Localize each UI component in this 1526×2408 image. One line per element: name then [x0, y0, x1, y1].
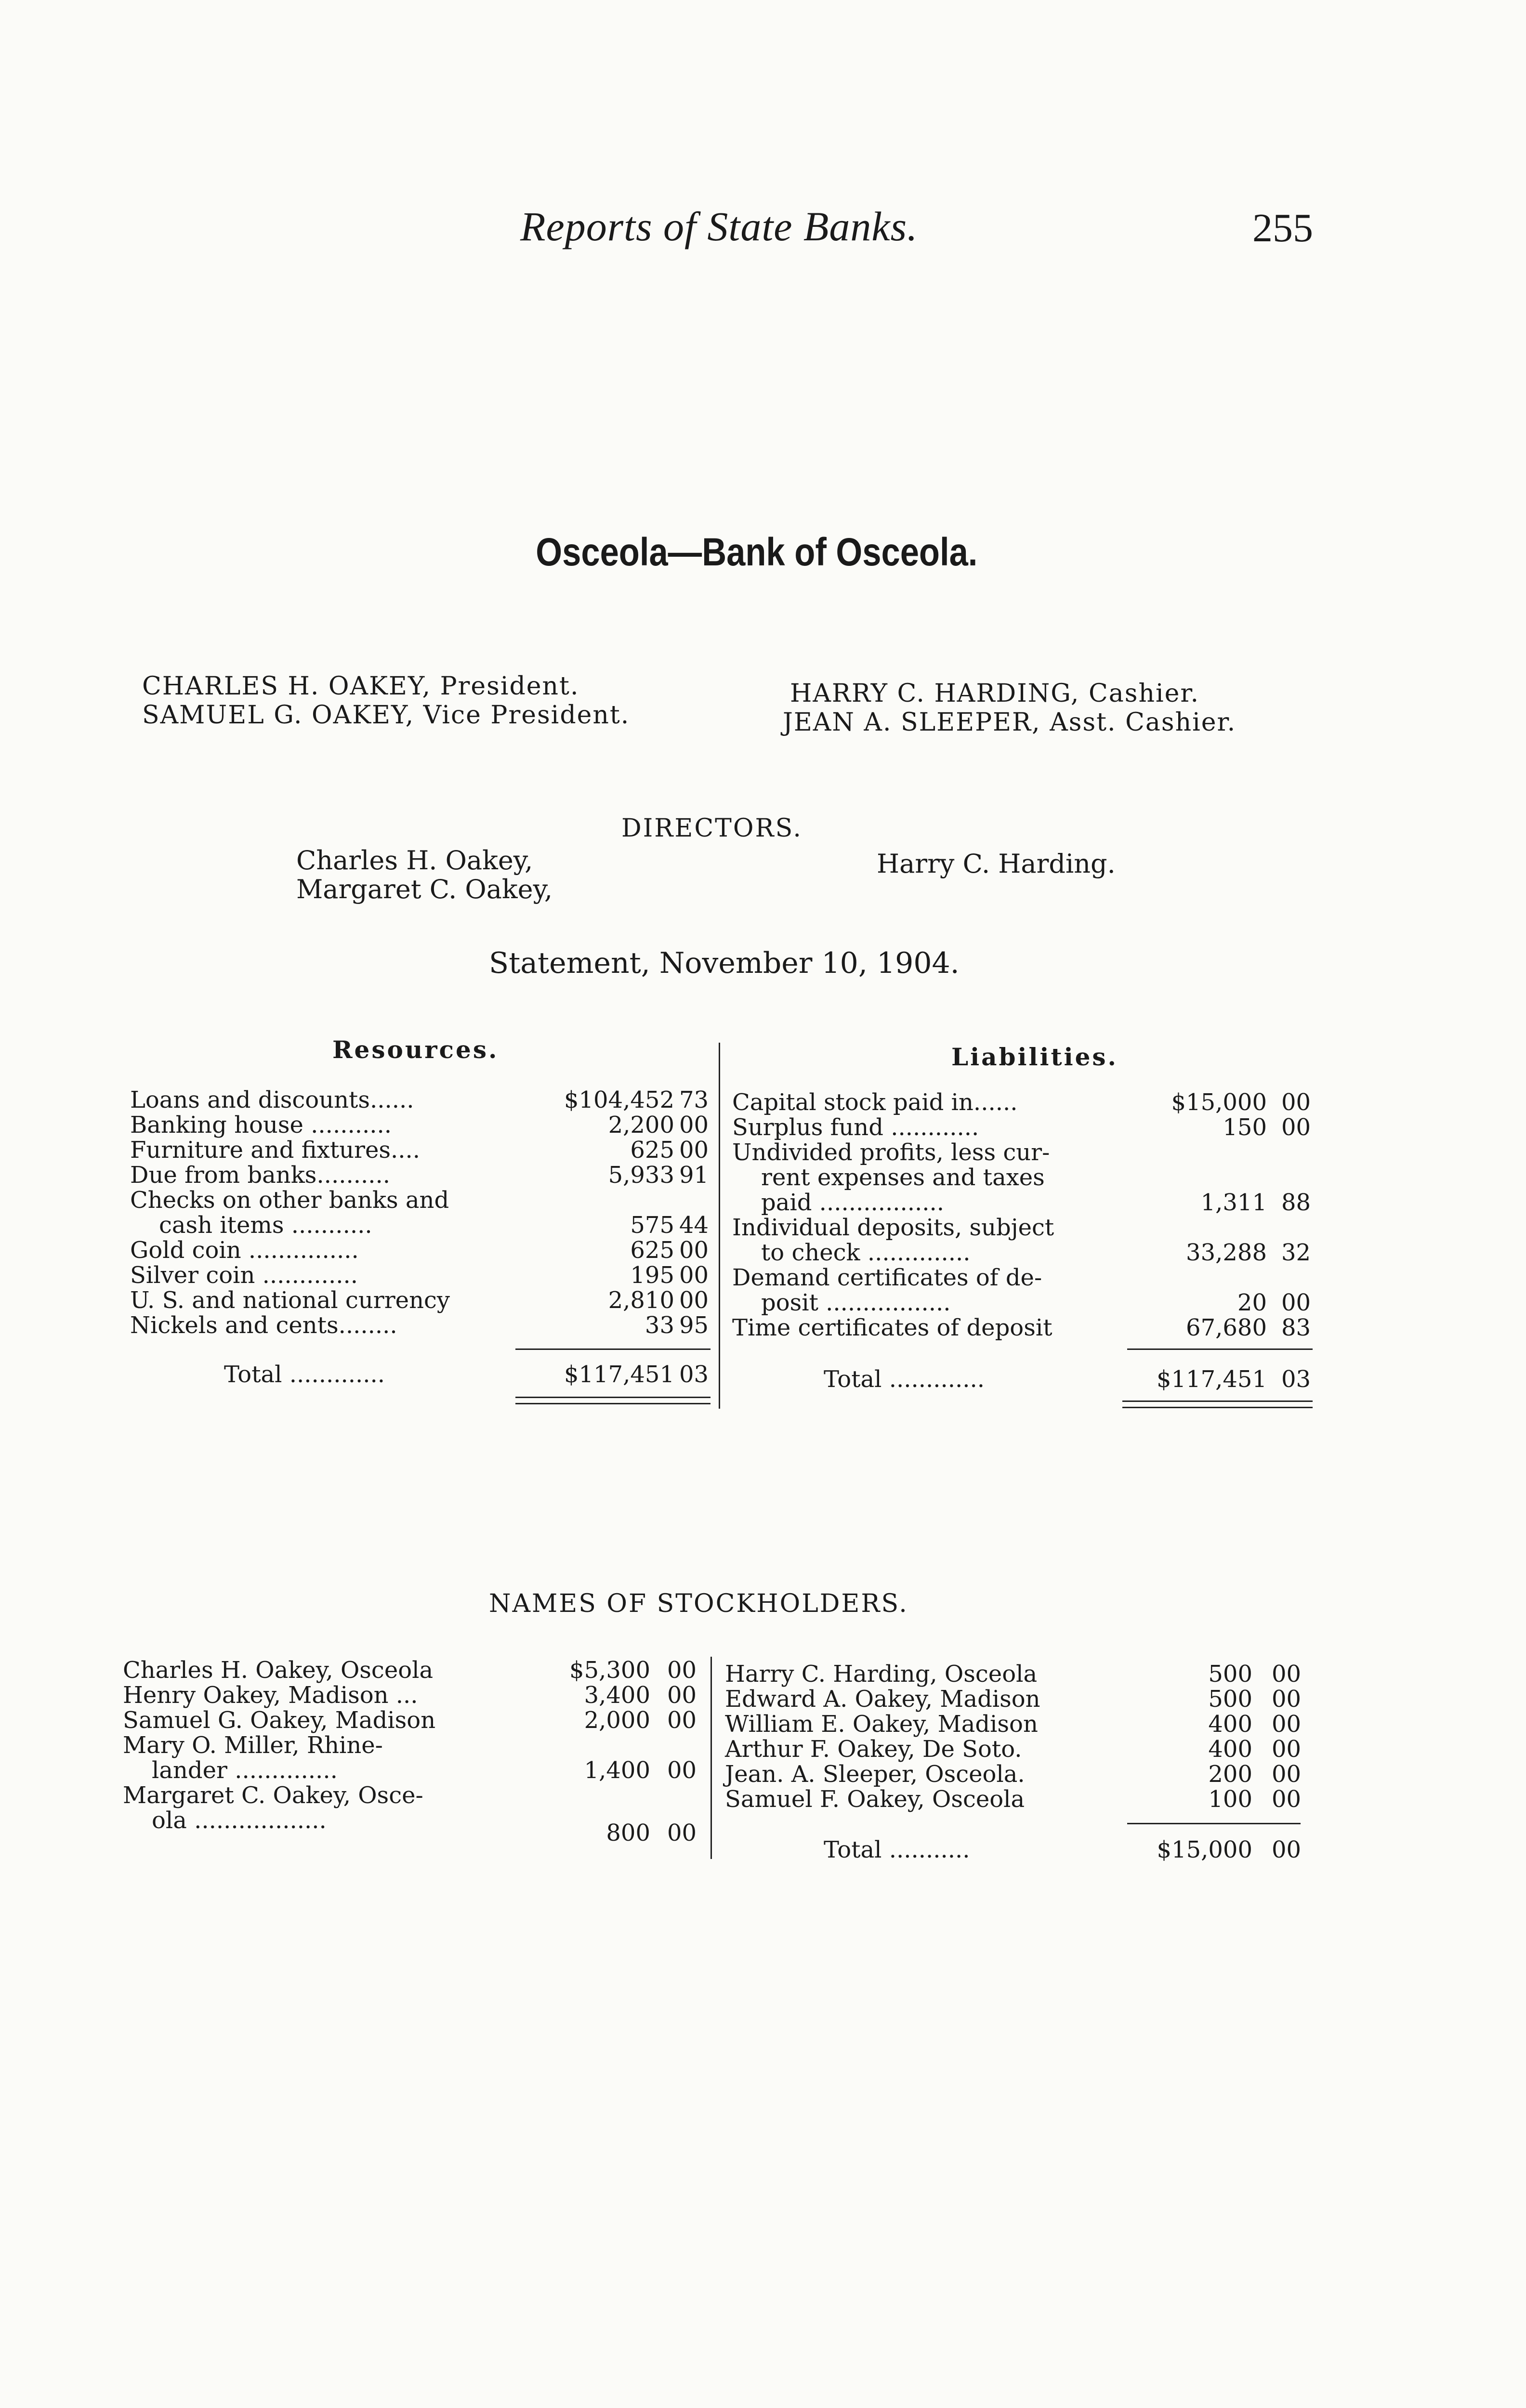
subtotal-rule — [1127, 1348, 1313, 1350]
table-row: Mary O. Miller, Rhine- lander .............. 1,400 00 — [123, 1732, 697, 1784]
table-row: Individual deposits, subject to check .............. 33,288 32 — [732, 1214, 1311, 1266]
page-number: 255 — [1252, 206, 1313, 250]
table-row: Edward A. Oakey, Madison 500 00 — [725, 1686, 1302, 1713]
statement-date: Statement, November 10, 1904. — [489, 946, 960, 980]
table-row: U. S. and national currency 2,810 00 — [130, 1287, 709, 1314]
officer-asst-cashier: JEAN A. SLEEPER, Asst. Cashier. — [783, 708, 1237, 737]
liabilities-heading: Liabilities. — [951, 1043, 1118, 1071]
director-name: Harry C. Harding. — [877, 849, 1116, 879]
liabilities-table — [732, 1090, 1320, 1340]
officer-cashier: HARRY C. HARDING, Cashier. — [790, 679, 1200, 708]
table-row: Charles H. Oakey, Osceola $5,300 00 — [123, 1657, 697, 1684]
officer-president: CHARLES H. OAKEY, President. — [142, 672, 579, 701]
stockholders-left-table — [123, 1658, 708, 1845]
directors-heading: DIRECTORS. — [621, 814, 802, 843]
officer-vice-president: SAMUEL G. OAKEY, Vice President. — [142, 701, 630, 730]
total-row: Total ........... $15,000 00 — [824, 1836, 1302, 1863]
table-row: Jean. A. Sleeper, Osceola. 200 00 — [725, 1761, 1302, 1788]
stockholders-right-table — [725, 1662, 1313, 1812]
table-row: Loans and discounts...... $104,452 73 — [130, 1086, 709, 1113]
table-row: Checks on other banks and cash items ........... 575 44 — [130, 1187, 709, 1239]
table-row: Demand certificates of de- posit ................. 20 00 — [732, 1264, 1311, 1316]
resources-heading: Resources. — [332, 1035, 499, 1064]
subtotal-rule — [515, 1348, 710, 1350]
director-name: Charles H. Oakey, — [296, 845, 533, 876]
table-row: Henry Oakey, Madison ... 3,400 00 — [123, 1682, 697, 1709]
total-double-rule — [1122, 1400, 1313, 1408]
table-row: Silver coin ............. 195 00 — [130, 1262, 709, 1289]
table-row: Undivided profits, less cur- rent expenses and taxes paid ................. 1,311 88 — [732, 1139, 1311, 1216]
total-row: Total ............. $117,451 03 — [824, 1366, 1311, 1393]
total-double-rule — [515, 1397, 710, 1404]
resources-total — [130, 1362, 718, 1387]
table-row: Due from banks.......... 5,933 91 — [130, 1162, 709, 1189]
table-row: Banking house ........... 2,200 00 — [130, 1112, 709, 1139]
table-row: Arthur F. Oakey, De Soto. 400 00 — [725, 1736, 1302, 1763]
liabilities-total — [732, 1367, 1320, 1392]
subtotal-rule — [1127, 1823, 1301, 1824]
stockholders-total — [725, 1837, 1313, 1862]
table-row: Surplus fund ............ 150 00 — [732, 1114, 1311, 1141]
resources-table — [130, 1087, 718, 1338]
table-row: Capital stock paid in...... $15,000 00 — [732, 1089, 1311, 1116]
director-name: Margaret C. Oakey, — [296, 874, 553, 904]
stockholders-heading: NAMES OF STOCKHOLDERS. — [489, 1589, 908, 1618]
table-row: Nickels and cents........ 33 95 — [130, 1312, 709, 1339]
table-row: William E. Oakey, Madison 400 00 — [725, 1711, 1302, 1738]
table-row: Furniture and fixtures.... 625 00 — [130, 1137, 709, 1164]
column-divider — [719, 1043, 720, 1409]
bank-title: Osceola—Bank of Osceola. — [536, 530, 978, 574]
table-row: Gold coin ............... 625 00 — [130, 1237, 709, 1264]
total-row: Total ............. $117,451 03 — [224, 1361, 709, 1388]
table-row: Harry C. Harding, Osceola 500 00 — [725, 1661, 1302, 1688]
table-row: Samuel G. Oakey, Madison 2,000 00 — [123, 1707, 697, 1734]
table-row: Samuel F. Oakey, Osceola 100 00 — [725, 1786, 1302, 1813]
table-row: Margaret C. Oakey, Osce- ola .................. 800 00 — [123, 1782, 697, 1846]
table-row: Time certificates of deposit 67,680 83 — [732, 1314, 1311, 1341]
column-divider — [710, 1657, 712, 1859]
running-head-title: Reports of State Banks. — [520, 203, 918, 249]
